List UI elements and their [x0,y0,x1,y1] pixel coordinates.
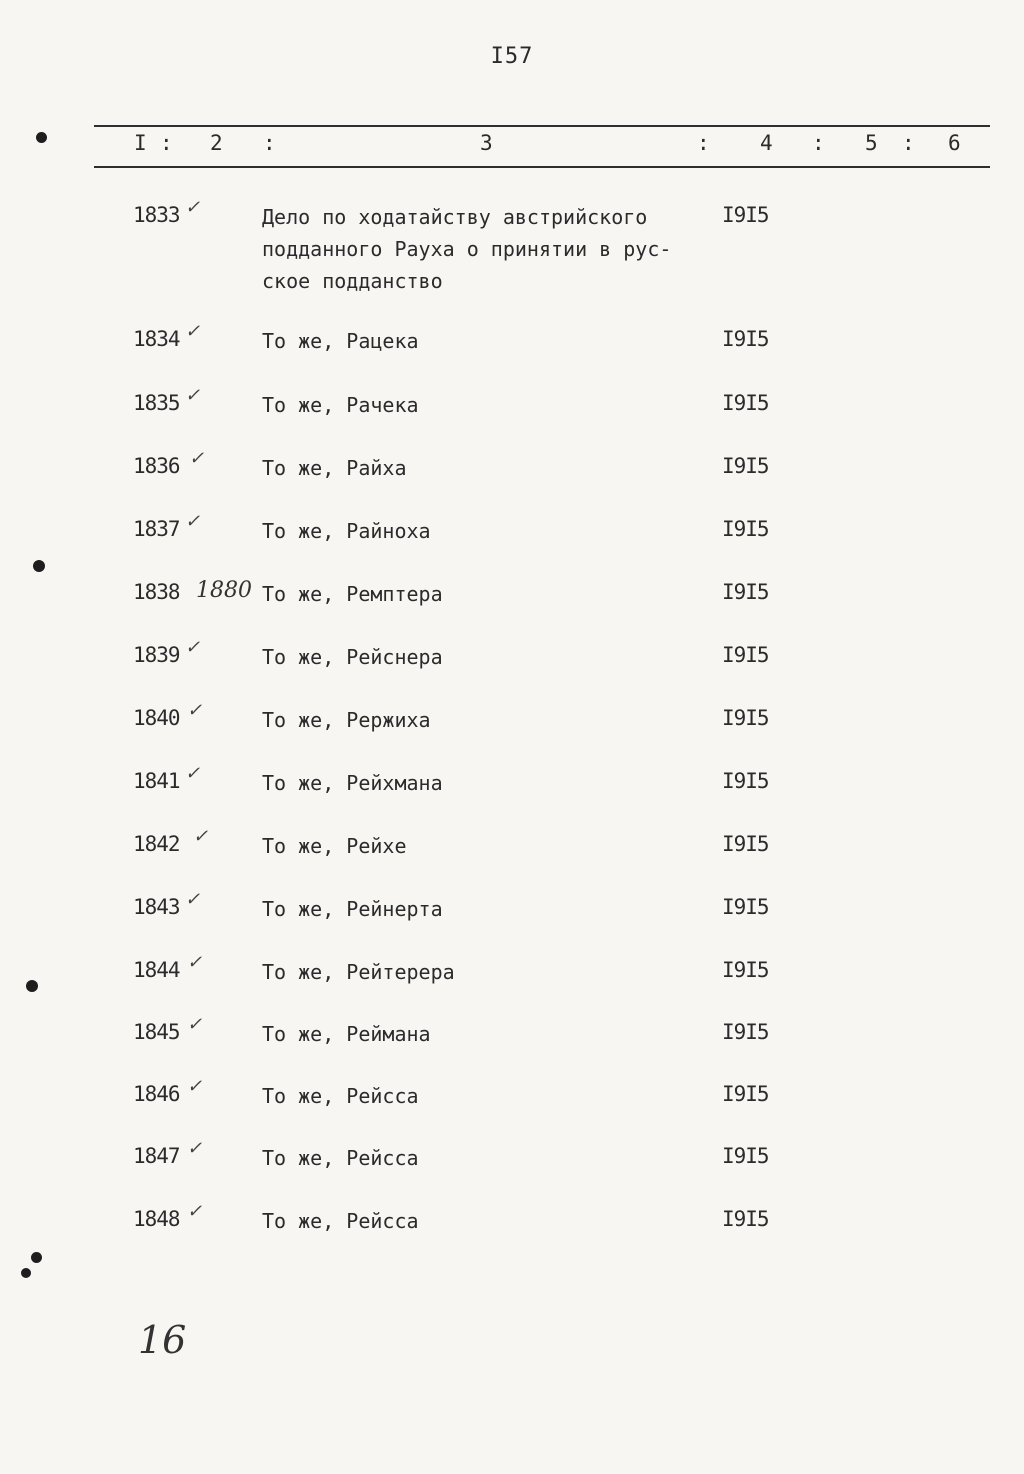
row-description [262,1205,712,1237]
row-year: I9I5 [722,895,769,919]
check-mark-icon: ✓ [185,385,201,406]
check-mark-icon: ✓ [187,1014,203,1035]
row-number: 1844 [133,958,180,982]
description-line: ское подданство [262,269,443,293]
table-row [0,637,1024,703]
row-description [262,1142,712,1174]
description-line: То же, Рейснера [262,645,443,669]
row-year: I9I5 [722,1020,769,1044]
row-year: I9I5 [722,832,769,856]
row-year: I9I5 [722,769,769,793]
handwritten-annotation-1838: 1880 [196,578,252,603]
header-sep-4: : [812,131,825,155]
description-line: подданного Рауха о принятии в рус- [262,237,672,261]
table-row [0,580,1024,640]
header-col-4: 4 [760,131,773,155]
description-line: То же, Рачека [262,393,419,417]
check-mark-icon: ✓ [185,889,201,910]
description-line: То же, Рейхмана [262,771,443,795]
table-row [0,511,1024,577]
table-row [0,1076,1024,1142]
description-line: То же, Рейсса [262,1084,419,1108]
check-mark-icon: ✓ [185,321,201,342]
header-sep-1: : [160,131,173,155]
table-row [0,448,1024,514]
check-mark-icon: ✓ [187,952,203,973]
check-mark-icon: ✓ [185,197,201,218]
check-mark-icon: ✓ [187,1076,203,1097]
row-number: 1839 [133,643,180,667]
row-description [262,893,712,925]
row-description [262,389,712,421]
row-number: 1833 [133,203,180,227]
check-mark-icon: ✓ [187,700,203,721]
row-number: 1848 [133,1207,180,1231]
header-col-2: 2 [210,131,223,155]
header-col-1: I [134,131,147,155]
table-row [0,826,1024,892]
row-year: I9I5 [722,580,769,604]
description-line: То же, Райноха [262,519,431,543]
row-number: 1841 [133,769,180,793]
binder-hole-dot [33,560,45,572]
table-row [0,197,1024,293]
description-line: То же, Рейнерта [262,897,443,921]
check-mark-icon: ✓ [187,1138,203,1159]
binder-hole-dot [26,980,38,992]
description-line: То же, Рейтерера [262,960,455,984]
check-mark-icon: ✓ [185,511,201,532]
header-col-3: 3 [480,131,493,155]
binder-hole-dot [21,1268,31,1278]
row-description [262,704,712,736]
row-number: 1837 [133,517,180,541]
row-description [262,1018,712,1050]
row-description [262,830,712,862]
row-description [262,325,712,357]
row-description [262,1080,712,1112]
row-year: I9I5 [722,1082,769,1106]
row-description [262,767,712,799]
row-description [262,515,712,547]
row-number: 1840 [133,706,180,730]
description-line: То же, Рейсса [262,1209,419,1233]
table-row [0,321,1024,387]
row-number: 1847 [133,1144,180,1168]
row-year: I9I5 [722,643,769,667]
page-number: I57 [490,44,534,69]
row-year: I9I5 [722,517,769,541]
check-mark-icon: ✓ [193,826,209,847]
row-description [262,956,712,988]
table-row [0,889,1024,955]
table-row [0,1014,1024,1080]
header-sep-5: : [902,131,915,155]
row-number: 1843 [133,895,180,919]
table-row [0,700,1024,766]
row-year: I9I5 [722,706,769,730]
row-year: I9I5 [722,454,769,478]
row-number: 1846 [133,1082,180,1106]
row-year: I9I5 [722,391,769,415]
description-line: То же, Реймана [262,1022,431,1046]
description-line: Дело по ходатайству австрийского [262,205,648,229]
description-line: То же, Рержиха [262,708,431,732]
row-description [262,452,712,484]
binder-hole-dot [36,132,47,143]
table-row [0,952,1024,1018]
header-col-6: 6 [948,131,961,155]
description-line: То же, Райха [262,456,407,480]
check-mark-icon: ✓ [185,637,201,658]
row-year: I9I5 [722,1144,769,1168]
row-number: 1836 [133,454,180,478]
description-line: То же, Рейсса [262,1146,419,1170]
row-year: I9I5 [722,1207,769,1231]
row-year: I9I5 [722,958,769,982]
table-header-rule [94,166,990,168]
row-number: 1838 [133,580,180,604]
table-row [0,1138,1024,1204]
header-sep-2: : [263,131,276,155]
table-row [0,385,1024,451]
row-number: 1842 [133,832,180,856]
row-number: 1845 [133,1020,180,1044]
check-mark-icon: ✓ [189,448,205,469]
row-year: I9I5 [722,203,769,227]
description-line: То же, Рацека [262,329,419,353]
row-number: 1835 [133,391,180,415]
table-top-rule [94,125,990,127]
row-year: I9I5 [722,327,769,351]
table-row [0,1201,1024,1267]
row-description [262,578,712,610]
check-mark-icon: ✓ [185,763,201,784]
description-line: То же, Ремптера [262,582,443,606]
binder-hole-dot [31,1252,42,1263]
handwritten-note: 16 [138,1318,187,1362]
description-line: То же, Рейхе [262,834,407,858]
row-description [262,641,712,673]
check-mark-icon: ✓ [187,1201,203,1222]
table-row [0,763,1024,829]
row-description [262,201,712,297]
header-col-5: 5 [865,131,878,155]
header-sep-3: : [697,131,710,155]
row-number: 1834 [133,327,180,351]
